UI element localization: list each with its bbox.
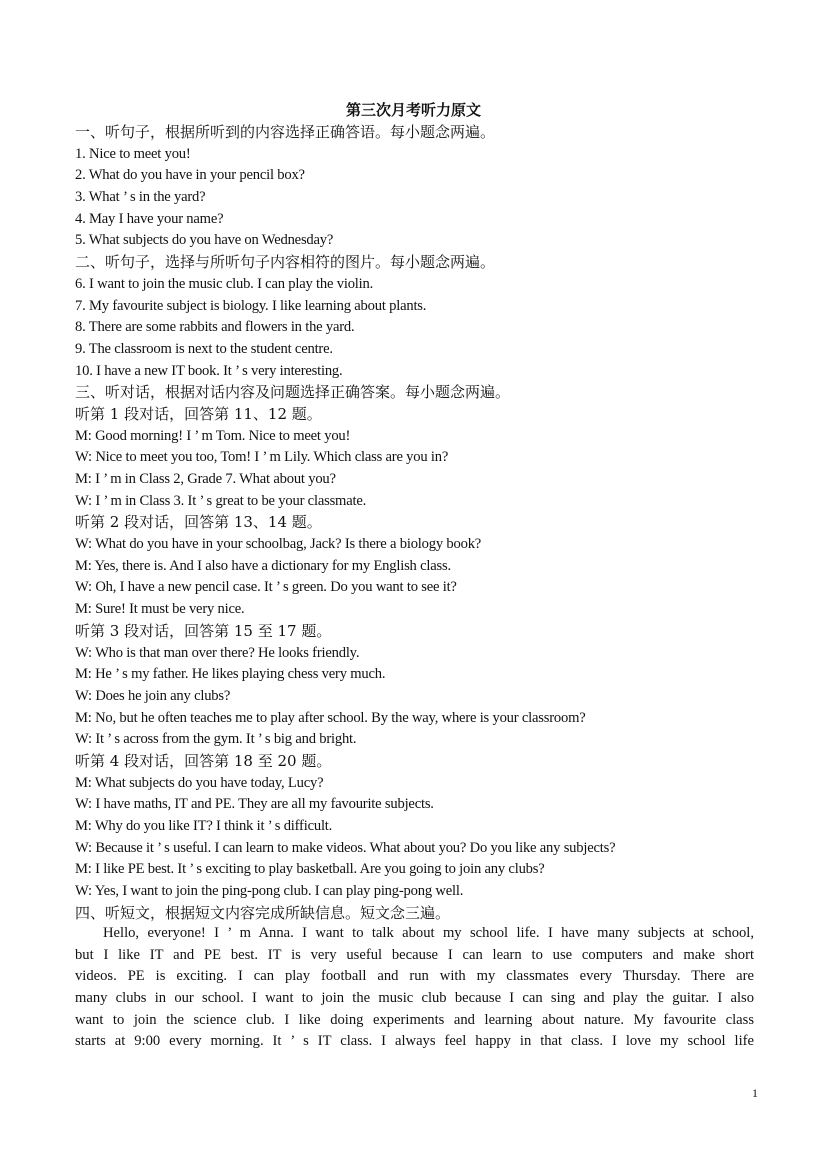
question-2: 2. What do you have in your pencil box? bbox=[75, 167, 305, 184]
dialogue-1-heading: 听第 1 段对话，回答第 11、12 题。 bbox=[75, 404, 322, 423]
question-1: 1. Nice to meet you! bbox=[75, 145, 191, 162]
dialogue-4-line: M: What subjects do you have today, Lucy? bbox=[75, 774, 324, 791]
passage-line: starts at 9:00 every morning. It ’ s IT class. I always feel happy in that class. I love my school life bbox=[75, 1033, 754, 1050]
page-number: 1 bbox=[752, 1086, 758, 1100]
question-4: 4. May I have your name? bbox=[75, 210, 224, 227]
passage-line: videos. PE is exciting. I can play football and run with my classmates every Thursday. There are bbox=[75, 968, 754, 985]
dialogue-4-line: W: Because it ’ s useful. I can learn to make videos. What about you? Do you like any subjects? bbox=[75, 839, 616, 856]
dialogue-1-line: W: Nice to meet you too, Tom! I ’ m Lily. Which class are you in? bbox=[75, 449, 449, 466]
section-1-heading: 一、听句子，根据所听到的内容选择正确答语。每小题念两遍。 bbox=[75, 123, 496, 141]
dialogue-2-line: W: What do you have in your schoolbag, Jack? Is there a biology book? bbox=[75, 536, 482, 553]
passage-line: many clubs in our school. I want to join the music club because I can sing and play the guitar. I also bbox=[75, 990, 754, 1007]
dialogue-3-line: W: Who is that man over there? He looks friendly. bbox=[75, 644, 360, 661]
question-8: 8. There are some rabbits and flowers in the yard. bbox=[75, 319, 355, 336]
passage-line: but I like IT and PE best. IT is very useful because I can learn to use computers and make short bbox=[75, 946, 754, 963]
question-10: 10. I have a new IT book. It ’ s very interesting. bbox=[75, 362, 343, 379]
passage-line: Hello, everyone! I ’ m Anna. I want to talk about my school life. I have many subjects at school, bbox=[103, 925, 754, 941]
dialogue-1-line: M: I ’ m in Class 2, Grade 7. What about you? bbox=[75, 471, 336, 487]
listening-passage bbox=[75, 923, 754, 1053]
dialogue-1-line: M: Good morning! I ’ m Tom. Nice to meet you! bbox=[75, 427, 351, 444]
question-5: 5. What subjects do you have on Wednesday? bbox=[75, 232, 334, 249]
dialogue-4-line: W: Yes, I want to join the ping-pong club. I can play ping-pong well. bbox=[75, 883, 464, 900]
dialogue-3-line: W: Does he join any clubs? bbox=[75, 687, 231, 704]
dialogue-3-line: M: No, but he often teaches me to play after school. By the way, where is your classroom? bbox=[75, 709, 586, 726]
passage-line: want to join the science club. I like doing experiments and learning about nature. My favourite class bbox=[75, 1011, 754, 1028]
section-4-heading: 四、听短文，根据短文内容完成所缺信息。短文念三遍。 bbox=[75, 903, 451, 922]
dialogue-2-line: M: Sure! It must be very nice. bbox=[75, 601, 245, 618]
content-lines bbox=[75, 122, 755, 924]
dialogue-3-heading: 听第 3 段对话，回答第 15 至 17 题。 bbox=[75, 621, 332, 640]
dialogue-2-line: M: Yes, there is. And I also have a dictionary for my English class. bbox=[75, 557, 451, 574]
dialogue-3-line: M: He ’ s my father. He likes playing chess very much. bbox=[75, 666, 386, 683]
dialogue-3-line: W: It ’ s across from the gym. It ’ s big and bright. bbox=[75, 731, 357, 748]
question-3: 3. What ’ s in the yard? bbox=[75, 189, 206, 206]
page-title: 第三次月考听力原文 bbox=[345, 101, 481, 119]
dialogue-1-line: W: I ’ m in Class 3. It ’ s great to be your classmate. bbox=[75, 492, 367, 509]
question-6: 6. I want to join the music club. I can play the violin. bbox=[75, 275, 374, 292]
dialogue-2-line: W: Oh, I have a new pencil case. It ’ s green. Do you want to see it? bbox=[75, 579, 457, 596]
dialogue-2-heading: 听第 2 段对话，回答第 13、14 题。 bbox=[75, 513, 322, 532]
section-2-heading: 二、听句子，选择与所听句子内容相符的图片。每小题念两遍。 bbox=[75, 253, 496, 272]
section-3-heading: 三、听对话，根据对话内容及问题选择正确答案。每小题念两遍。 bbox=[75, 383, 511, 402]
dialogue-4-heading: 听第 4 段对话，回答第 18 至 20 题。 bbox=[75, 751, 332, 770]
question-9: 9. The classroom is next to the student centre. bbox=[75, 340, 333, 357]
question-7: 7. My favourite subject is biology. I like learning about plants. bbox=[75, 297, 427, 314]
dialogue-4-line: M: Why do you like IT? I think it ’ s difficult. bbox=[75, 818, 333, 834]
dialogue-4-line: W: I have maths, IT and PE. They are all my favourite subjects. bbox=[75, 796, 434, 813]
dialogue-4-line: M: I like PE best. It ’ s exciting to play basketball. Are you going to join any clubs? bbox=[75, 861, 545, 878]
